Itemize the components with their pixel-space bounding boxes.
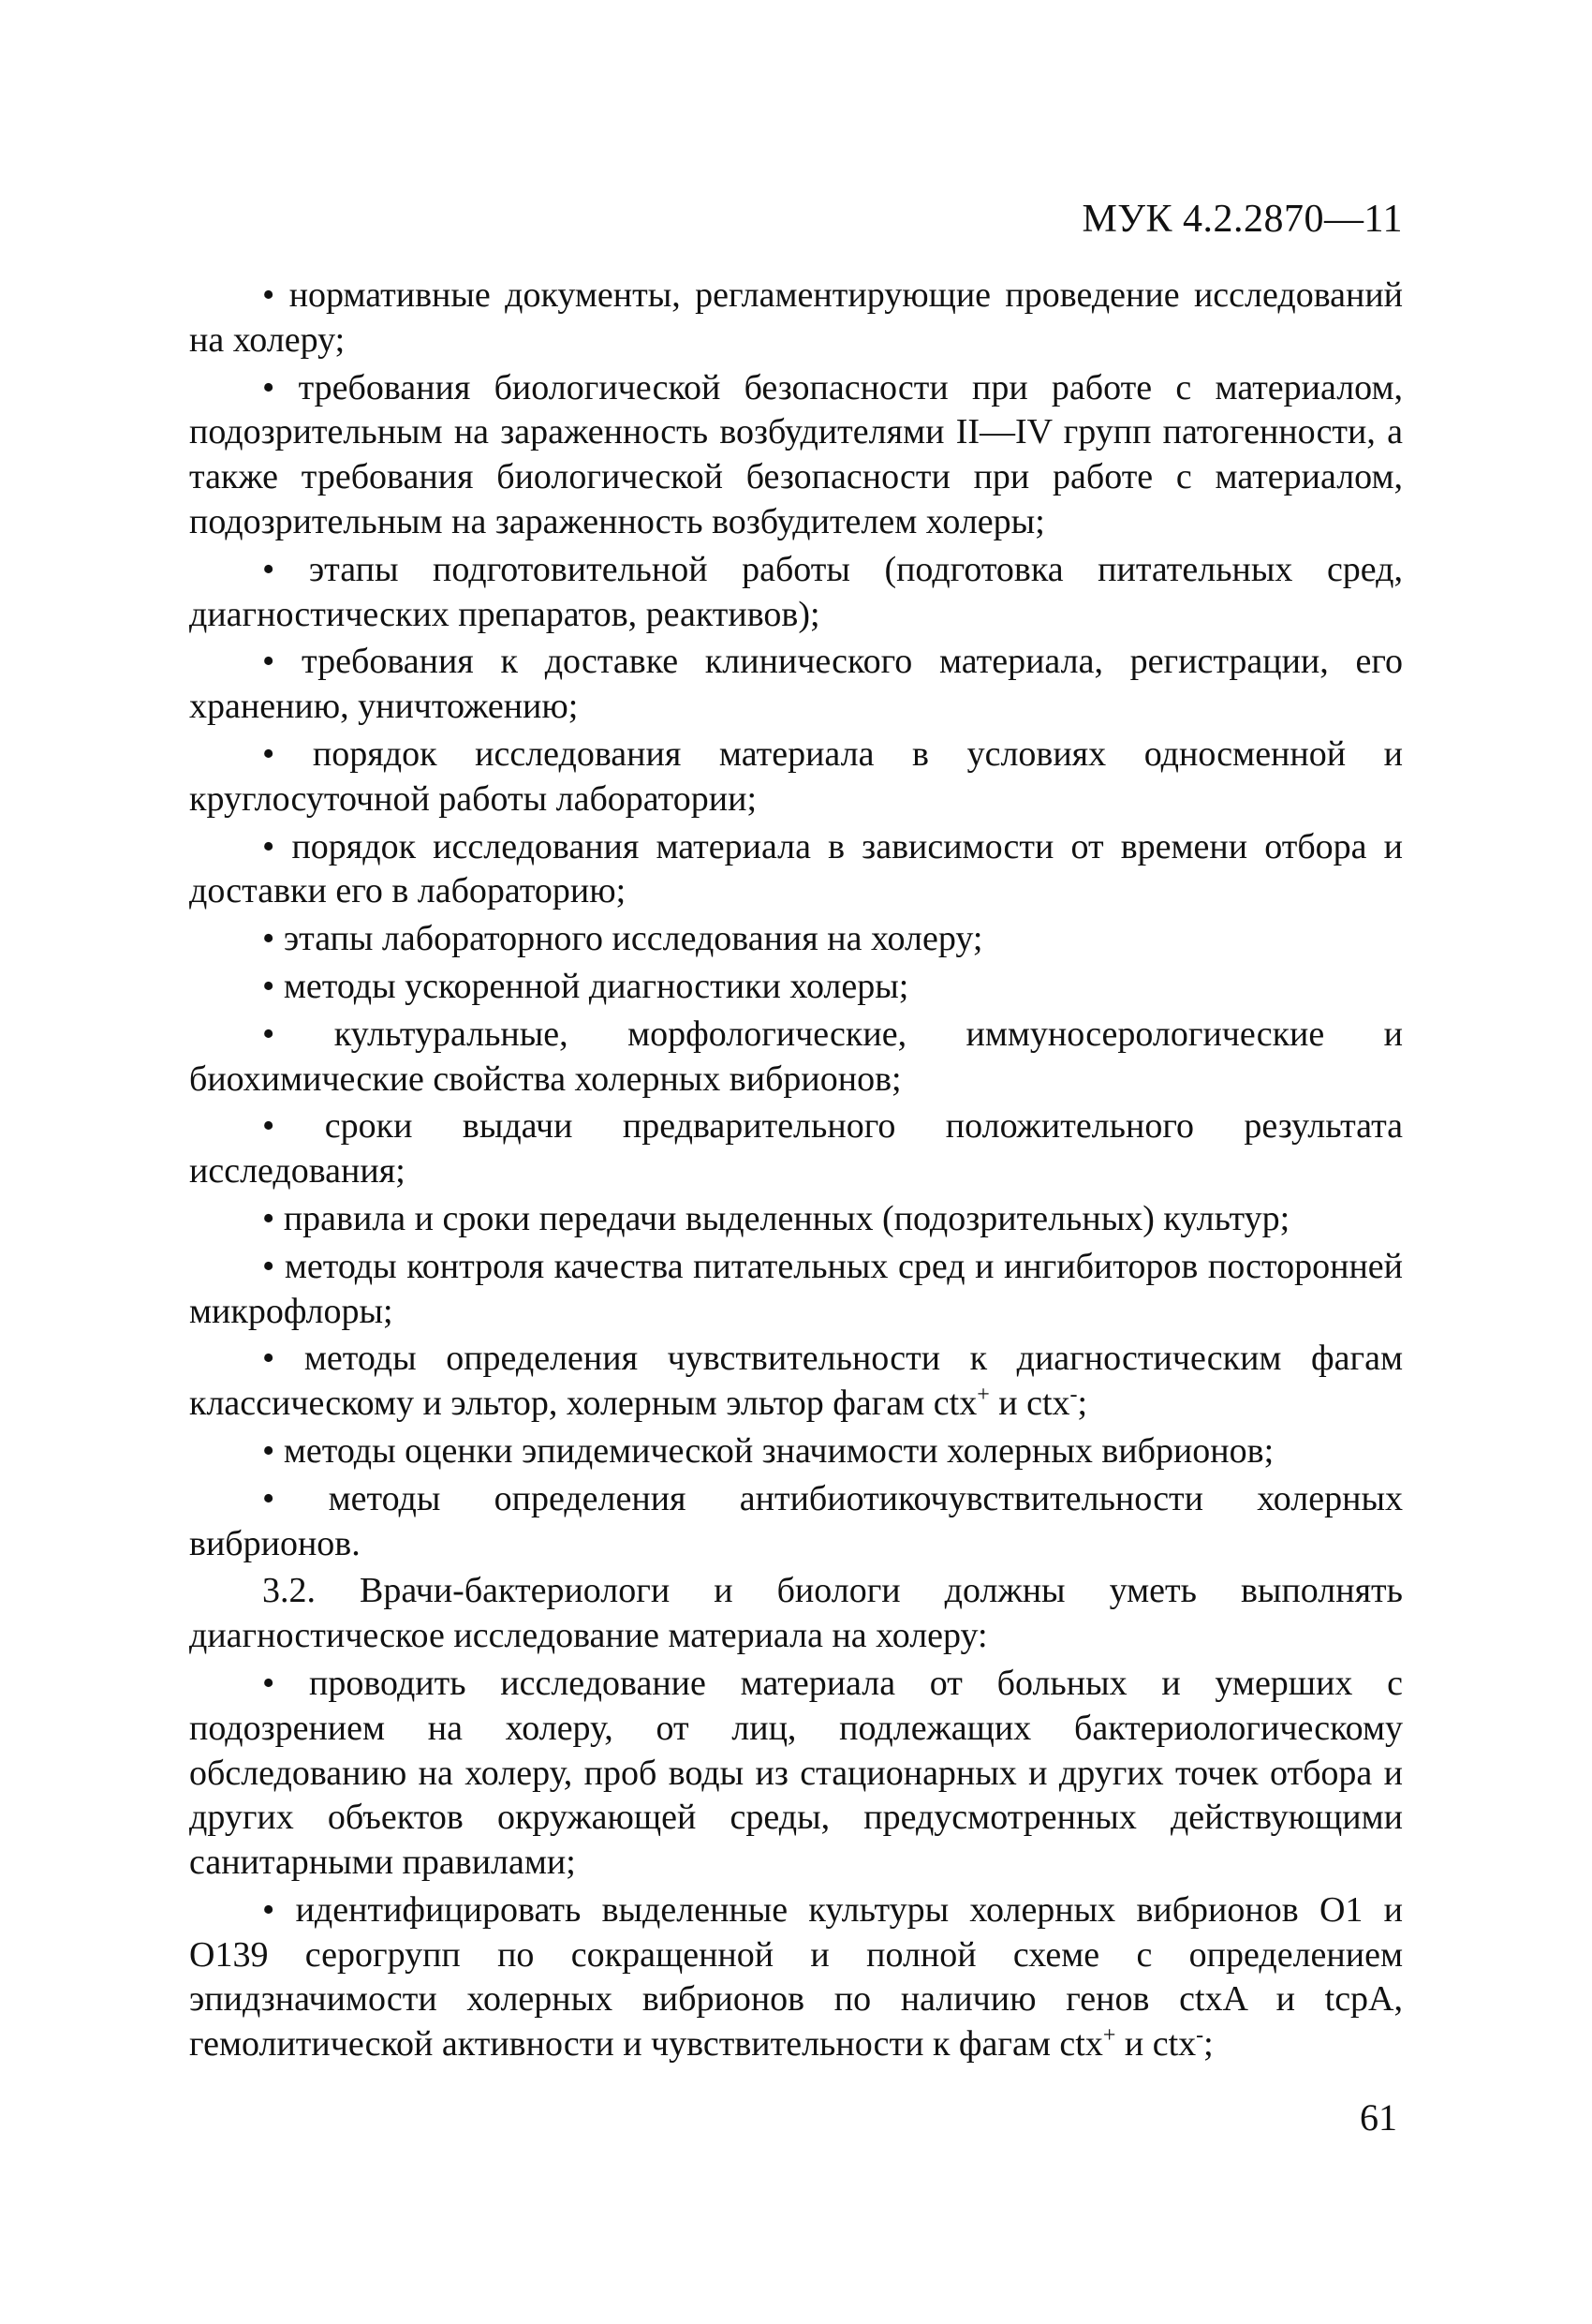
bullet-icon: • — [262, 733, 275, 774]
superscript-plus: + — [1102, 2023, 1116, 2049]
list-item — [189, 1197, 1403, 1242]
bullet-icon: • — [262, 1198, 275, 1238]
list-item — [189, 1662, 1403, 1886]
bullet-icon: • — [262, 1478, 275, 1518]
bullet-icon: • — [262, 549, 275, 589]
list-item — [189, 825, 1403, 915]
list-item-text: требования к доставке клинического материала, регистрации, его хранению, уничтожению; — [189, 642, 1404, 727]
list-item-text: этапы лабораторного исследования на холеру; — [283, 919, 983, 959]
bullet-icon: • — [262, 642, 275, 682]
bullet-icon: • — [262, 1014, 275, 1054]
bullet-icon: • — [262, 1430, 275, 1471]
list-item — [189, 366, 1403, 545]
page-number: 61 — [1360, 2096, 1397, 2139]
list-item — [189, 1477, 1403, 1567]
bullet-icon: • — [262, 1339, 275, 1379]
list-item-text: идентифицировать выделенные культуры холерных вибрионов O1 и O139 серогрупп по сокращенной и полной схеме с определением эпидзначимости холерных вибрионов по наличию генов ctxA и tcpA, гемолитической активности и чувствительности к фагам ctx — [189, 1889, 1403, 2065]
list-item-text: методы ускоренной диагностики холеры; — [283, 966, 909, 1006]
section-3-2-paragraph: 3.2. Врачи-бактериологи и биологи должны уметь выполнять диагностическое исследование материала на холеру: — [189, 1571, 1403, 1656]
list-item-identify-cultures — [189, 1888, 1403, 2067]
list-item — [189, 548, 1403, 638]
list-item-text-end: ; — [1077, 1384, 1088, 1424]
bullet-icon: • — [262, 1889, 275, 1930]
list-item-text-mid: и ctx — [989, 1384, 1070, 1424]
bullet-icon: • — [262, 1246, 275, 1286]
bullet-icon: • — [262, 367, 275, 407]
bullet-icon: • — [262, 826, 275, 866]
list-item — [189, 1429, 1403, 1474]
list-item-text: требования биологической безопасности при работе с материалом, подозрительным на зараженность возбудителями II—IV групп патогенности, а также требования биологической безопасности при работе с материалом, подозрительным на зараженность возбудителем холеры; — [189, 367, 1403, 541]
list-item — [189, 965, 1403, 1010]
list-item-text: сроки выдачи предварительного положительного результата исследования; — [189, 1106, 1404, 1192]
list-item-text: этапы подготовительной работы (подготовка питательных сред, диагностических препаратов, реактивов); — [189, 549, 1404, 634]
list-item-text: методы определения антибиотикочувствительности холерных вибрионов. — [189, 1478, 1404, 1563]
list-item-text: методы оценки эпидемической значимости холерных вибрионов; — [283, 1430, 1275, 1471]
list-item — [189, 733, 1403, 822]
bullet-icon: • — [262, 1663, 275, 1703]
list-item-text: методы определения чувствительности к диагностическим фагам классическому и эльтор, холерным эльтор фагам ctx — [189, 1339, 1403, 1424]
list-item-text: нормативные документы, регламентирующие проведение исследований на холеру; — [189, 275, 1404, 360]
superscript-minus: - — [1069, 1383, 1078, 1408]
list-item — [189, 1013, 1403, 1103]
list-item-text: порядок исследования материала в зависимости от времени отбора и доставки его в лабораторию; — [189, 826, 1403, 911]
list-item-text: правила и сроки передачи выделенных (подозрительных) культур; — [283, 1198, 1290, 1238]
list-item-text-end: ; — [1203, 2024, 1214, 2065]
bullet-icon: • — [262, 1106, 275, 1147]
list-item-text: культуральные, морфологические, иммуносерологические и биохимические свойства холерных вибрионов; — [189, 1014, 1403, 1099]
list-item — [189, 640, 1403, 730]
bullet-icon: • — [262, 275, 275, 315]
list-item-text: методы контроля качества питательных сред и ингибиторов посторонней микрофлоры; — [189, 1246, 1404, 1331]
list-item-text: порядок исследования материала в условиях односменной и круглосуточной работы лаборатории; — [189, 733, 1404, 819]
list-item — [189, 1245, 1403, 1335]
bullet-icon: • — [262, 919, 275, 959]
superscript-minus: - — [1196, 2023, 1204, 2049]
superscript-plus: + — [977, 1383, 990, 1408]
list-item-text-mid: и ctx — [1115, 2024, 1197, 2065]
page-body — [189, 274, 1403, 2070]
list-item — [189, 1104, 1403, 1194]
document-code-header: МУК 4.2.2870—11 — [1082, 198, 1403, 241]
list-item — [189, 274, 1403, 363]
list-item-phage-sensitivity — [189, 1337, 1403, 1427]
list-item — [189, 917, 1403, 962]
bullet-icon: • — [262, 966, 275, 1006]
list-item-text: проводить исследование материала от больных и умерших с подозрением на холеру, от лиц, подлежащих бактериологическому обследованию на холеру, проб воды из стационарных и других точек отбора и других объектов окружающей среды, предусмотренных действующими санитарными правилами; — [189, 1663, 1403, 1883]
